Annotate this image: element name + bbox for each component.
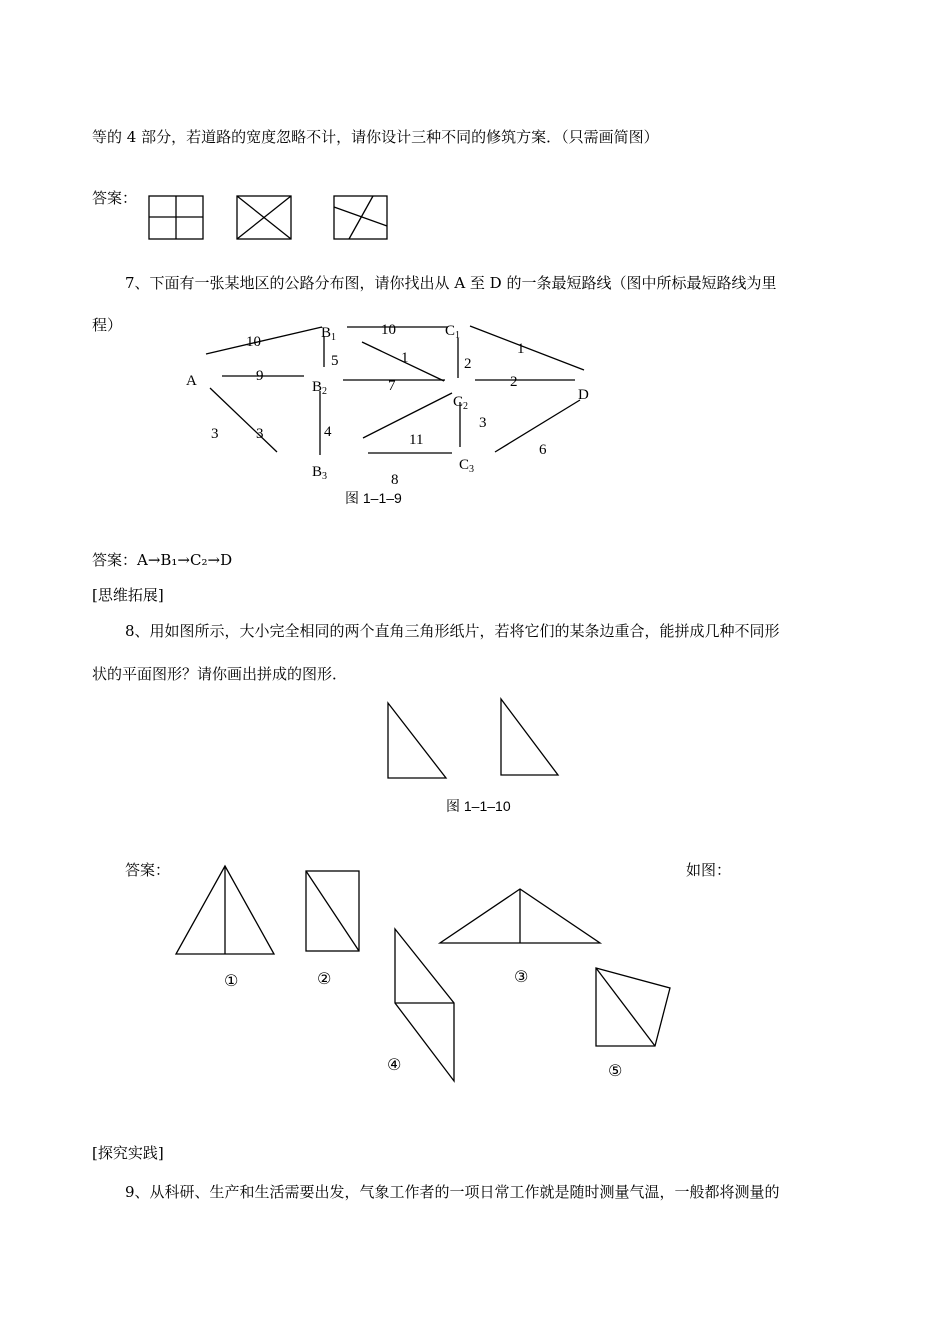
shape-5-kite <box>596 968 670 1046</box>
node-A: A <box>186 373 197 389</box>
weight-C2-D: 2 <box>510 374 518 390</box>
q7-text-line1: 7、下面有一张某地区的公路分布图，请你找出从 A 至 D 的一条最短路线（图中所标最短路线为里 <box>125 274 777 292</box>
weight-B3-C2: 11 <box>409 432 424 448</box>
weight-C2-C3: 3 <box>479 415 487 431</box>
shape-2-rectangle <box>306 871 359 951</box>
weight-A-B1: 10 <box>246 334 261 350</box>
q6-answer-label: 答案： <box>92 189 138 207</box>
node-B3: $B_3$ <box>312 464 328 482</box>
figure-1-1-10-caption: 图 1–1–10 <box>446 798 511 814</box>
node-C1: $C_1$ <box>445 323 461 341</box>
weight-B3-C3: 8 <box>391 472 399 488</box>
q6-continuation: 等的 4 部分，若道路的宽度忽略不计，请你设计三种不同的修筑方案．（只需画简图） <box>92 128 659 146</box>
weight-C1-C2: 2 <box>464 356 472 372</box>
shape-1-isosceles-triangle <box>176 866 274 954</box>
weight-A-B2: 9 <box>256 368 264 384</box>
shape-label-1: ① <box>224 971 239 990</box>
weight-C3-D: 6 <box>539 442 547 458</box>
q8-text-line2: 状的平面图形？请你画出拼成的图形． <box>92 665 348 683</box>
shape-3-wide-triangle <box>440 889 600 943</box>
node-B2: $B_2$ <box>312 379 328 397</box>
q7-answer: 答案：A→B₁→C₂→D <box>92 551 233 569</box>
shape-label-2: ② <box>317 969 332 988</box>
q8-answer-label: 答案： <box>125 861 171 879</box>
q7-text-line2: 程） <box>92 316 123 334</box>
shape-label-5: ⑤ <box>608 1061 623 1080</box>
node-C2: $C_2$ <box>453 394 469 412</box>
weight-B1-C1: 10 <box>381 322 396 338</box>
weight-A-B3-right: 3 <box>256 426 264 442</box>
section-explore-practice: [探究实践] <box>92 1144 164 1162</box>
node-D: D <box>578 387 589 403</box>
shape-label-4: ④ <box>387 1055 402 1074</box>
weight-B1-B2: 5 <box>331 353 339 369</box>
shape-label-3: ③ <box>514 967 529 986</box>
weight-B3-B2: 4 <box>324 424 332 440</box>
q8-text-line1: 8、用如图所示，大小完全相同的两个直角三角形纸片，若将它们的某条边重合，能拼成几种不同形 <box>125 622 780 640</box>
q9-text-line1: 9、从科研、生产和生活需要出发，气象工作者的一项日常工作就是随时测量气温，一般都将测量的 <box>125 1183 780 1201</box>
shape-4-parallelogram <box>395 929 454 1081</box>
node-C3: $C_3$ <box>459 457 475 475</box>
weight-B1-C2: 1 <box>401 350 409 366</box>
weight-C1-D: 1 <box>517 341 525 357</box>
weight-B2-C2: 7 <box>388 378 396 394</box>
q8-as-shown: 如图： <box>686 861 732 879</box>
section-thinking-extension: [思维拓展] <box>92 586 164 604</box>
node-B1: $B_1$ <box>321 325 337 343</box>
figure-1-1-9-caption: 图 1–1–9 <box>345 490 402 506</box>
weight-A-B3-left: 3 <box>211 426 219 442</box>
